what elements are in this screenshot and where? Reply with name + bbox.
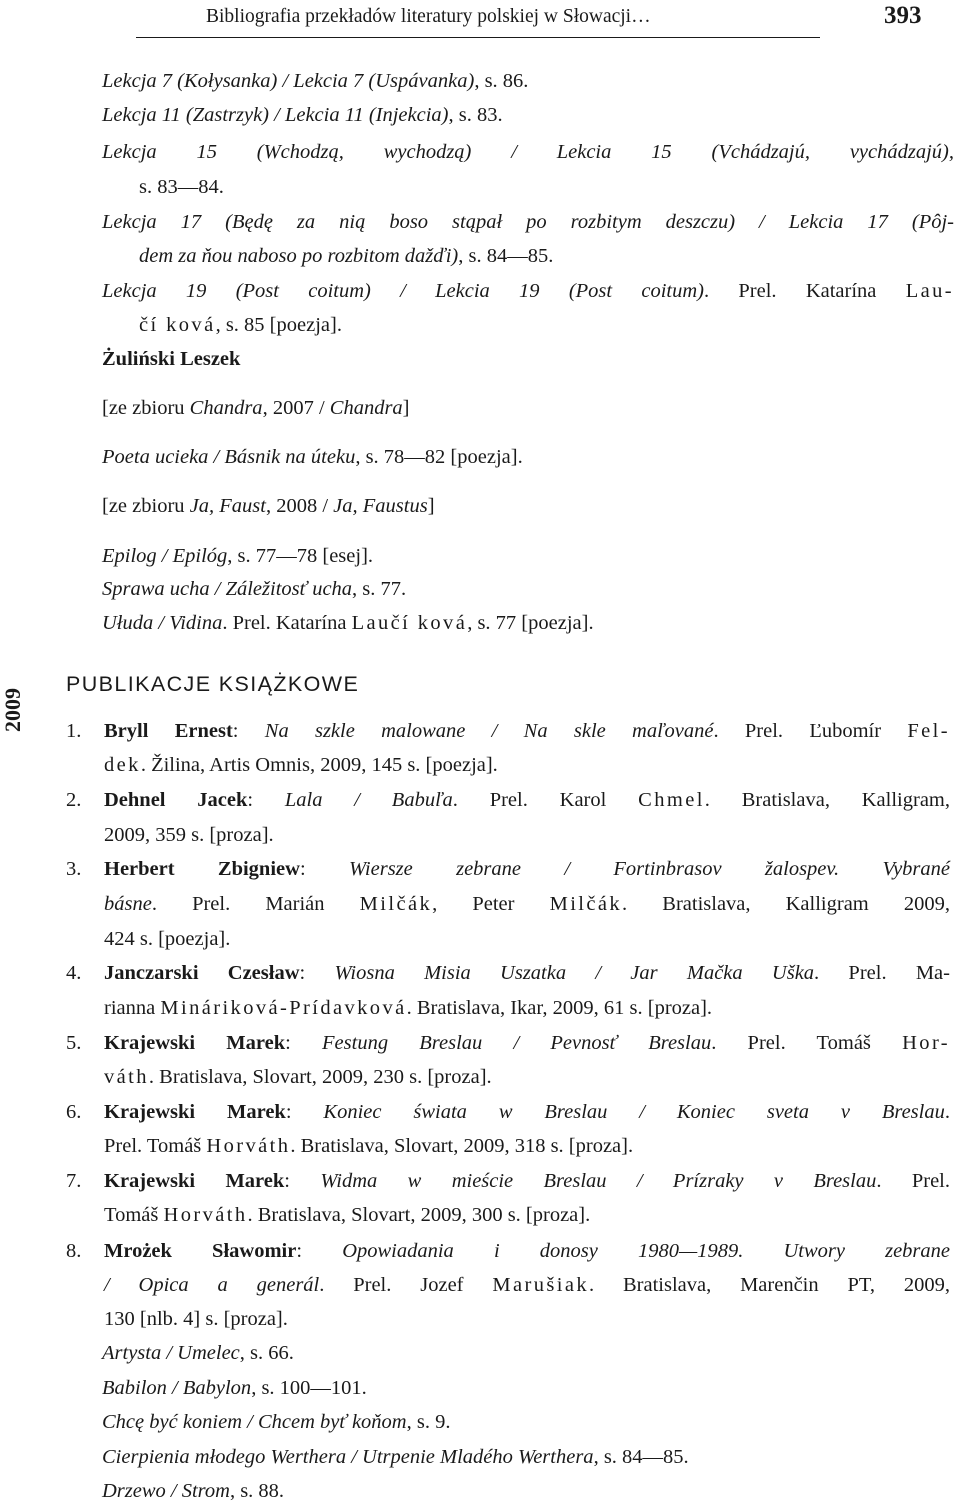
book-number: 3. [66,858,82,880]
book-number: 8. [66,1240,82,1262]
book-entry-line: váth. Bratislava, Slovart, 2009, 230 s. [proza]. [104,1066,492,1088]
page-number: 393 [884,2,922,29]
book-entry-line: Dehnel Jacek: Lala / Babuľa. Prel. Karol Chmel. Bratislava, Kalligram, [104,789,950,811]
book-entry-line: Janczarski Czesław: Wiosna Misia Uszatka / Jar Mačka Uška. Prel. Ma- [104,962,950,984]
running-header [136,0,820,38]
entry-line: Babilon / Babylon, s. 100—101. [102,1377,367,1399]
book-number: 5. [66,1032,82,1054]
entry-line: Lekcja 7 (Kołysanka) / Lekcia 7 (Uspávanka), s. 86. [102,70,529,92]
book-entry-line: Krajewski Marek: Widma w mieście Breslau / Prízraky v Breslau. Prel. [104,1170,950,1192]
book-entry-line: 130 [nlb. 4] s. [proza]. [104,1308,288,1330]
book-number: 1. [66,720,82,742]
entry-line: Drzewo / Strom, s. 88. [102,1480,285,1502]
book-entry-line: Mrożek Sławomir: Opowiadania i donosy 1980—1989. Utwory zebrane [104,1240,951,1262]
book-entry-line: Krajewski Marek: Festung Breslau / Pevnosť Breslau. Prel. Tomáš Hor- [104,1032,950,1054]
book-number: 6. [66,1101,82,1123]
side-year-tab: 2009 [0,688,25,732]
book-entry-line: / Opica a generál. Prel. Jozef Marušiak. Bratislava, Marenčin PT, 2009, [104,1274,950,1296]
book-entry-line: Herbert Zbigniew: Wiersze zebrane / Fortinbrasov žalospev. Vybrané [104,858,951,880]
book-entry-line: rianna Mináriková-Prídavková. Bratislava, Ikar, 2009, 61 s. [proza]. [104,997,713,1019]
collection-line: [ze zbioru Ja, Faust, 2008 / Ja, Faustus] [102,495,435,517]
entry-line: Lekcja 17 (Będę za nią boso stąpał po rozbitym deszczu) / Lekcia 17 (Pôj- [102,211,954,233]
author-heading: Żuliński Leszek [102,348,241,370]
section-heading: PUBLIKACJE KSIĄŻKOWE [66,672,360,696]
book-entry-line: Prel. Tomáš Horváth. Bratislava, Slovart, 2009, 318 s. [proza]. [104,1135,634,1157]
collection-line: [ze zbioru Chandra, 2007 / Chandra] [102,397,410,419]
book-entry-line: Krajewski Marek: Koniec świata w Breslau / Koniec sveta v Breslau. [104,1101,950,1123]
entry-line: Cierpienia młodego Werthera / Utrpenie Mladého Werthera, s. 84—85. [102,1446,689,1468]
entry-line: čí ková, s. 85 [poezja]. [139,314,342,336]
book-entry-line: Bryll Ernest: Na szkle malowane / Na skle maľované. Prel. Ľubomír Fel- [104,720,950,742]
entry-line: Lekcja 19 (Post coitum) / Lekcia 19 (Post coitum). Prel. Katarína Lau- [102,280,954,302]
book-entry-line: 424 s. [poezja]. [104,928,231,950]
book-entry-line: Tomáš Horváth. Bratislava, Slovart, 2009, 300 s. [proza]. [104,1204,591,1226]
entry-line: s. 83—84. [139,176,224,198]
book-entry-line: básne. Prel. Marián Milčák, Peter Milčák. Bratislava, Kalligram 2009, [104,893,950,915]
book-number: 2. [66,789,82,811]
entry-line: Epilog / Epilóg, s. 77—78 [esej]. [102,545,374,567]
book-entry-line: 2009, 359 s. [proza]. [104,824,274,846]
entry-line: Artysta / Umelec, s. 66. [102,1342,294,1364]
entry-line: Sprawa ucha / Záležitosť ucha, s. 77. [102,578,407,600]
book-number: 4. [66,962,82,984]
entry-line: Ułuda / Vidina. Prel. Katarína Laučí ková, s. 77 [poezja]. [102,612,594,634]
entry-line: Chcę być koniem / Chcem byť koňom, s. 9. [102,1411,451,1433]
book-entry-line: dek. Žilina, Artis Omnis, 2009, 145 s. [poezja]. [104,754,498,776]
entry-line: dem za ňou naboso po rozbitom dažďi), s. 84—85. [139,245,554,267]
book-number: 7. [66,1170,82,1192]
entry-line: Lekcja 15 (Wchodzą, wychodzą) / Lekcia 15 (Vchádzajú, vychádzajú), [102,141,954,163]
entry-line: Lekcja 11 (Zastrzyk) / Lekcia 11 (Injekcia), s. 83. [102,104,503,126]
header-title: Bibliografia przekładów literatury polskiej w Słowacji… [206,6,651,27]
entry-line: Poeta ucieka / Básnik na úteku, s. 78—82 [poezja]. [102,446,523,468]
